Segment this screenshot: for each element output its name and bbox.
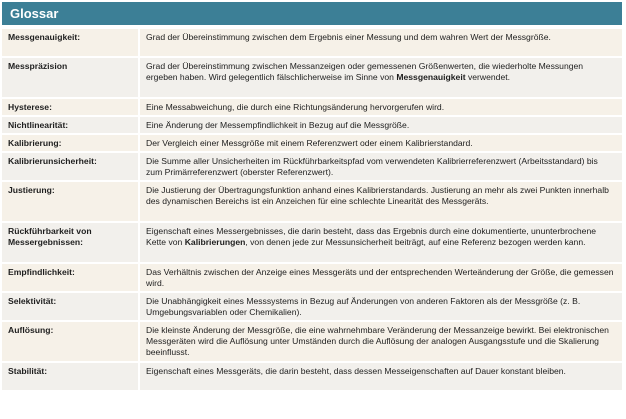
glossary-definition: Die Justierung der Übertragungsfunktion anhand eines Kalibrierstandards. Justierung an mehr als zwei Punkten innerhalb des dynamischen Bereichs ist ein Anzeichen für eine schlechte Linearität des Messgeräts. bbox=[140, 182, 622, 221]
glossary-row bbox=[2, 223, 622, 262]
glossary-definition: Die Unabhängigkeit eines Messsystems in Bezug auf Änderungen von anderen Faktoren als der Messgröße (z. B. Umgebungsvariablen oder Chemikalien). bbox=[140, 293, 622, 320]
glossary-term: Nichtlinearität: bbox=[2, 117, 140, 133]
glossary-term: Kalibrierunsicherheit: bbox=[2, 153, 140, 180]
glossary-row bbox=[2, 293, 622, 320]
glossary-term: Empfindlichkeit: bbox=[2, 264, 140, 291]
glossary-term: Stabilität: bbox=[2, 363, 140, 390]
glossary-row bbox=[2, 58, 622, 97]
glossary-row bbox=[2, 29, 622, 56]
glossary-term: Selektivität: bbox=[2, 293, 140, 320]
glossary-title: Glossar bbox=[2, 2, 622, 25]
glossary-row bbox=[2, 117, 622, 133]
glossary-term: Messpräzision bbox=[2, 58, 140, 97]
glossary-definition: Die Summe aller Unsicherheiten im Rückführbarkeitspfad vom verwendeten Kalibrierreferenzwert (Arbeitsstandard) bis zum Primärreferenzwert (oberster Referenzwert). bbox=[140, 153, 622, 180]
glossary-table bbox=[2, 27, 622, 392]
glossary-definition: Grad der Übereinstimmung zwischen dem Ergebnis einer Messung und dem wahren Wert der Messgröße. bbox=[140, 29, 622, 56]
glossary-row bbox=[2, 153, 622, 180]
glossary-definition: Der Vergleich einer Messgröße mit einem Referenzwert oder einem Kalibrierstandard. bbox=[140, 135, 622, 151]
glossary-term: Hysterese: bbox=[2, 99, 140, 115]
glossary-definition: Eigenschaft eines Messergebnisses, die darin besteht, dass das Ergebnis durch eine dokumentierte, ununterbrochene Kette von Kalibrierungen, von denen jede zur Messunsicherheit beiträgt, auf eine Referenz bezogen werden kann. bbox=[140, 223, 622, 262]
glossary-term: Auflösung: bbox=[2, 322, 140, 361]
glossary-row bbox=[2, 99, 622, 115]
glossary-definition: Grad der Übereinstimmung zwischen Messanzeigen oder gemessenen Größenwerten, die wiederholte Messungen ergeben haben. Wird gelegentlich fälschlicherweise im Sinne von Messgenauigkeit verwendet. bbox=[140, 58, 622, 97]
glossary-row bbox=[2, 182, 622, 221]
glossary-definition: Die kleinste Änderung der Messgröße, die eine wahrnehmbare Veränderung der Messanzeige bewirkt. Bei elektronischen Messgeräten wird die Auflösung unter Umständen durch die Auflösung der analogen Ausgangsstufe und die Skalierung beeinflusst. bbox=[140, 322, 622, 361]
bold-term: Messgenauigkeit bbox=[396, 72, 466, 82]
glossary-definition: Das Verhältnis zwischen der Anzeige eines Messgeräts und der entsprechenden Werteänderung der Größe, die gemessen wird. bbox=[140, 264, 622, 291]
glossary-definition: Eigenschaft eines Messgeräts, die darin besteht, dass dessen Messeigenschaften auf Dauer konstant bleiben. bbox=[140, 363, 622, 390]
glossary-row bbox=[2, 322, 622, 361]
glossary-term: Justierung: bbox=[2, 182, 140, 221]
glossary-term: Messgenauigkeit: bbox=[2, 29, 140, 56]
glossary-definition: Eine Änderung der Messempfindlichkeit in Bezug auf die Messgröße. bbox=[140, 117, 622, 133]
bold-term: Kalibrierungen bbox=[184, 237, 246, 247]
glossary-row bbox=[2, 135, 622, 151]
glossary-row bbox=[2, 363, 622, 390]
glossary-row bbox=[2, 264, 622, 291]
glossary-term: Kalibrierung: bbox=[2, 135, 140, 151]
glossary-definition: Eine Messabweichung, die durch eine Richtungsänderung hervorgerufen wird. bbox=[140, 99, 622, 115]
glossary-term: Rückführbarkeit von Messergebnissen: bbox=[2, 223, 140, 262]
